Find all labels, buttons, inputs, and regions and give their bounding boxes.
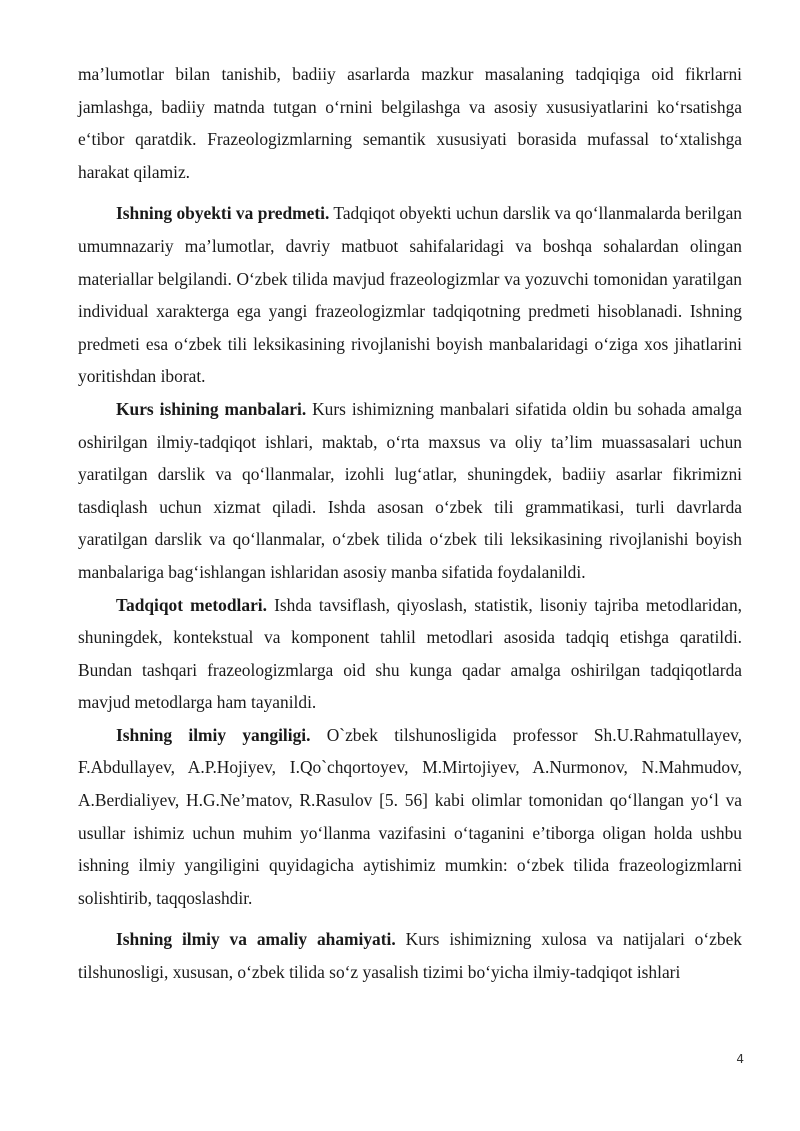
paragraph-novelty — [78, 719, 742, 915]
section-heading-novelty: Ishning ilmiy yangiligi. — [116, 724, 311, 745]
page-number: 4 — [736, 1052, 744, 1066]
section-heading-sources: Kurs ishining manbalari. — [116, 398, 307, 419]
paragraph-text: Kurs ishimizning manbalari sifatida oldin bu sohada amalga oshirilgan ilmiy-tadqiqot ishlari, maktab, o‘rta maxsus va oliy ta’lim muassasalari uchun yaratilgan darslik va qo‘llanmalar, izohli lug‘atlar, shuningdek, badiiy asarlar fikrimizni tasdiqlash uchun xizmat qiladi. Ishda asosan o‘zbek tili grammatikasi, turli davrlarda yaratilgan darslik va qo‘llanmalar, o‘zbek tilida o‘zbek tili leksikasining rivojlanishi boyish manbalariga bag‘ishlangan ishlaridan asosiy manba sifatida foydalanildi. — [78, 398, 742, 582]
paragraph-text: ma’lumotlar bilan tanishib, badiiy asarlarda mazkur masalaning tadqiqiga oid fikrlarni jamlashga, badiiy matnda tutgan o‘rnini belgilashga va asosiy xususiyatlarini ko‘rsatishga e‘tibor qaratdik. Frazeologizmlarning semantik xususiyati borasida mufassal to‘xtalishga harakat qilamiz. — [78, 64, 742, 182]
paragraph-text: O`zbek tilshunosligida professor Sh.U.Rahmatullayev, F.Abdullayev, A.P.Hojiyev, I.Qo`chqortoyev, M.Mirtojiyev, A.Nurmonov, N.Mahmudov, A.Berdialiyev, H.G.Ne’matov, R.Rasulov [5. 56] kabi olimlar tomonidan qo‘llangan yo‘l va usullar ishimiz uchun muhim yo‘llanma vazifasini o‘taganini e’tiborga oligan holda ushbu ishning ilmiy yangiligini quyidagicha aytishimiz mumkin: o‘zbek tilida frazeologizmlarni solishtirib, taqqoslashdir. — [78, 724, 742, 908]
paragraph-object-and-subject — [78, 197, 742, 393]
paragraph-text: Ishda tavsiflash, qiyoslash, statistik, lisoniy tajriba metodlaridan, shuningdek, kontekstual va komponent tahlil metodlari asosida tadqiq etishga qaratildi. Bundan tashqari frazeologizmlarga oid shu kunga qadar amalga oshirilgan tadqiqotlarda mavjud metodlarga ham tayanildi. — [78, 594, 743, 713]
paragraph-sources — [78, 393, 742, 589]
section-heading-methods: Tadqiqot metodlari. — [116, 594, 267, 615]
section-heading-object: Ishning obyekti va predmeti. — [116, 203, 330, 224]
paragraph-text: Tadqiqot obyekti uchun darslik va qo‘llanmalarda berilgan umumnazariy ma’lumotlar, davriy matbuot sahifalaridagi va boshqa sohalardan olingan materiallar belgilandi. O‘zbek tilida mavjud frazeologizmlar va yozuvchi tomonidan yaratilgan individual xarakterga ega yangi frazeologizmlar tadqiqotning predmeti hisoblanadi. Ishning predmeti esa o‘zbek tili leksikasining rivojlanishi boyish manbalaridagi o‘ziga xos jihatlarini yoritishdan iborat. — [78, 203, 742, 387]
document-page — [78, 58, 742, 989]
paragraph-methods — [78, 589, 742, 719]
paragraph-intro-continued — [78, 58, 742, 188]
paragraph-text: Kurs ishimizning xulosa va natijalari o‘zbek tilshunosligi, xususan, o‘zbek tilida so‘z yasalish tizimi bo‘yicha ilmiy-tadqiqot ishlari — [78, 929, 742, 983]
section-heading-significance: Ishning ilmiy va amaliy ahamiyati. — [116, 929, 396, 950]
paragraph-significance — [78, 923, 742, 988]
